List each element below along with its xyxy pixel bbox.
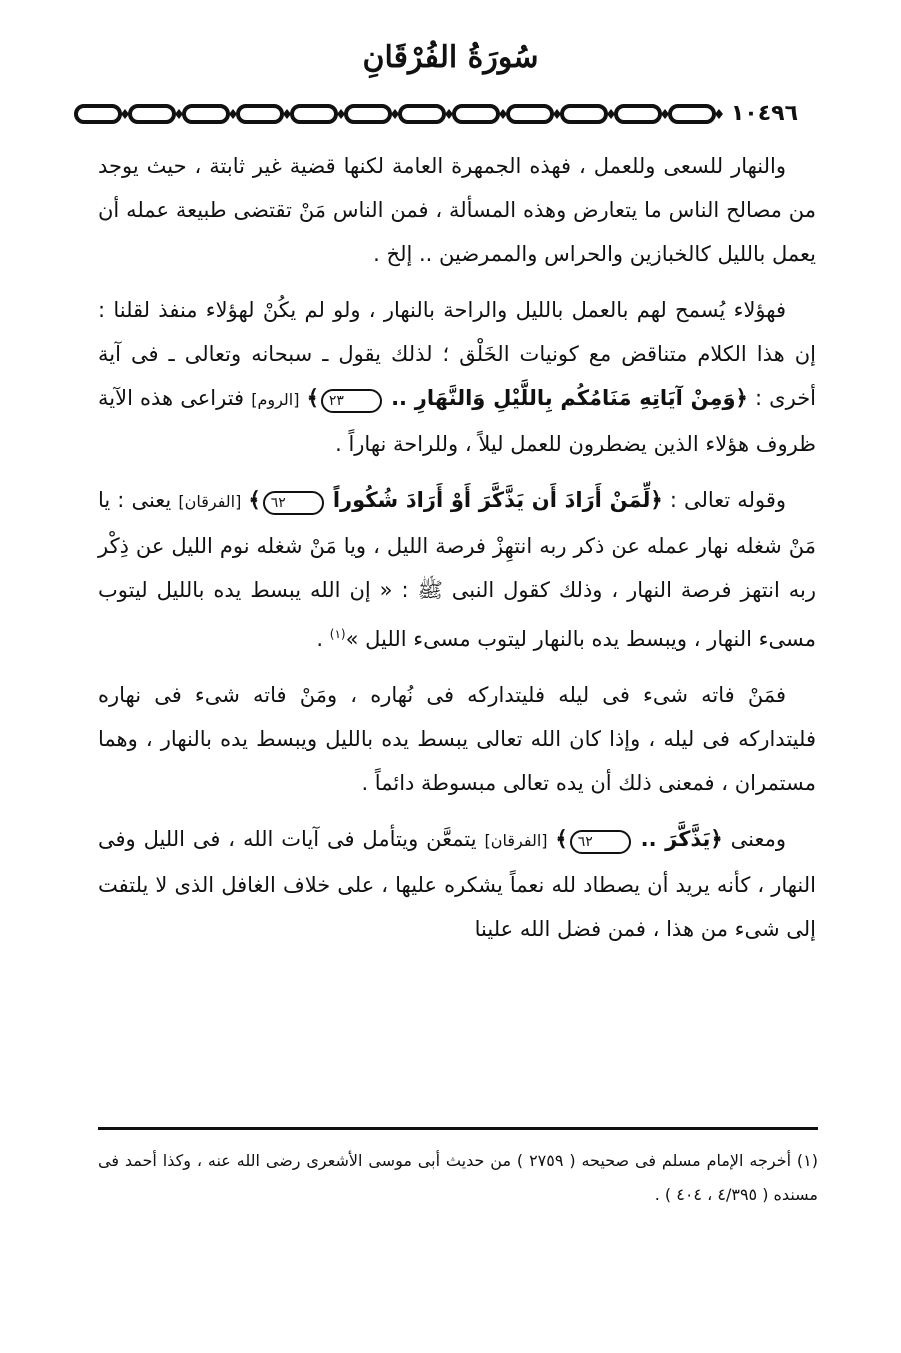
chain-link [238,106,282,122]
chain-diamond [715,109,723,119]
chain-diamond [337,109,345,119]
chain-link [130,106,174,122]
verse-close-bracket: ﴾ [306,386,319,410]
chain-diamond [283,109,291,119]
chain-diamond [391,109,399,119]
header-ornament [70,96,840,132]
paragraph-1: والنهار للسعى وللعمل ، فهذه الجمهرة العامة لكنها قضية غير ثابتة ، حيث يوجد من مصالح الناس ما يتعارض وهذه المسألة ، فمن الناس مَنْ تقتضى طبيعة عمله أن يعمل بالليل كالخبازين والحراس والممرضين .. إلخ . [98,154,816,266]
quran-verse: ﴿يَذَّكَّرَ .. [640,827,723,851]
paragraph-tail: فتراعى هذه الآية ظروف هؤلاء الذين يضطرون للعمل ليلاً ، وللراحة نهاراً . [98,386,816,456]
chain-diamond [445,109,453,119]
paragraph-tail: يتمعَّن ويتأمل فى آيات الله ، فى الليل وفى النهار ، كأنه يريد أن يصطاد لله نعماً يشكره عليها ، على خلاف الغافل الذى لا يلتفت إلى شىء من هذا ، فمن فضل الله علينا [98,827,816,941]
paragraph-end: . [316,627,324,651]
quran-verse: ﴿لِّمَنْ أَرَادَ أَن يَذَّكَّرَ أَوْ أَرَادَ شُكُوراً [332,488,663,512]
verse-close-bracket: ﴾ [248,488,261,512]
quran-verse: ﴿وَمِنْ آيَاتِهِ مَنَامُكُم بِاللَّيْلِ وَالنَّهَارِ .. [391,386,748,410]
chain-link [670,106,714,122]
ayah-number: ٦٢ [263,491,324,515]
footnote: (١) أخرجه الإمام مسلم فى صحيحه ( ٢٧٥٩ ) من حديث أبى موسى الأشعرى رضى الله عنه ، وكذا أحمد فى مسنده ( ٤/٣٩٥ ، ٤٠٤ ) . [98,1151,819,1204]
chain-diamond [229,109,237,119]
paragraph-3 [98,478,816,661]
chain-link [184,106,228,122]
surah-title: سُورَةُ الفُرْقَانِ [362,40,539,75]
chain-diamond [499,109,507,119]
main-text [98,144,816,963]
chain-diamond [553,109,561,119]
chain-link [508,106,552,122]
chain-link [292,106,336,122]
paragraph-tail: يعنى : يا مَنْ شغله نهار عمله عن ذكر ربه انتهِزْ فرصة الليل ، ويا مَنْ شغله نوم الليل عن ذِكْر ربه انتهز فرصة النهار ، وذلك كقول النبى ﷺ : « إن الله يبسط يده بالليل ليتوب مسىء النهار ، ويبسط يده بالنهار ليتوب مسىء الليل » [98,488,816,651]
verse-close-bracket: ﴾ [555,827,568,851]
paragraph-lead: وقوله تعالى : [669,488,786,512]
page-number: ١٠٤٩٦ [727,96,802,132]
surah-reference: [الروم] [251,390,300,409]
chain-link [454,106,498,122]
paragraph-2 [98,288,816,466]
chain-link [346,106,390,122]
paragraph-4: فمَنْ فاته شىء فى ليله فليتداركه فى نُهاره ، ومَنْ فاته شىء فى نهاره فليتداركه فى ليله ، وإذا كان الله تعالى يبسط يده بالليل ويبسط يده بالنهار ، وهما مستمران ، فمعنى ذلك أن يده تعالى مبسوطة دائماً . [98,683,816,795]
surah-reference: [الفرقان] [178,492,242,511]
chain-diamond [175,109,183,119]
chain-link [562,106,606,122]
footnote-divider [98,1127,818,1130]
ornament-chain-icon [70,96,840,132]
footnote-marker[interactable]: (١) [329,627,346,641]
paragraph-lead: ومعنى [730,827,786,851]
chain-link [400,106,444,122]
ayah-number: ٢٣ [321,389,382,413]
paragraph-5 [98,817,816,951]
surah-reference: [الفرقان] [484,831,548,850]
chain-diamond [121,109,129,119]
ayah-number: ٦٢ [570,830,631,854]
chain-diamond [607,109,615,119]
chain-diamond [661,109,669,119]
chain-link [76,106,120,122]
chain-link [616,106,660,122]
paragraph-lead: فهؤلاء يُسمح لهم بالعمل بالليل والراحة بالنهار ، ولو لم يكُنْ لهؤلاء منفذ لقلنا : إن هذا الكلام متناقض مع كونيات الخَلْق ؛ لذلك يقول ـ سبحانه وتعالى ـ فى آية أخرى : [98,298,817,410]
